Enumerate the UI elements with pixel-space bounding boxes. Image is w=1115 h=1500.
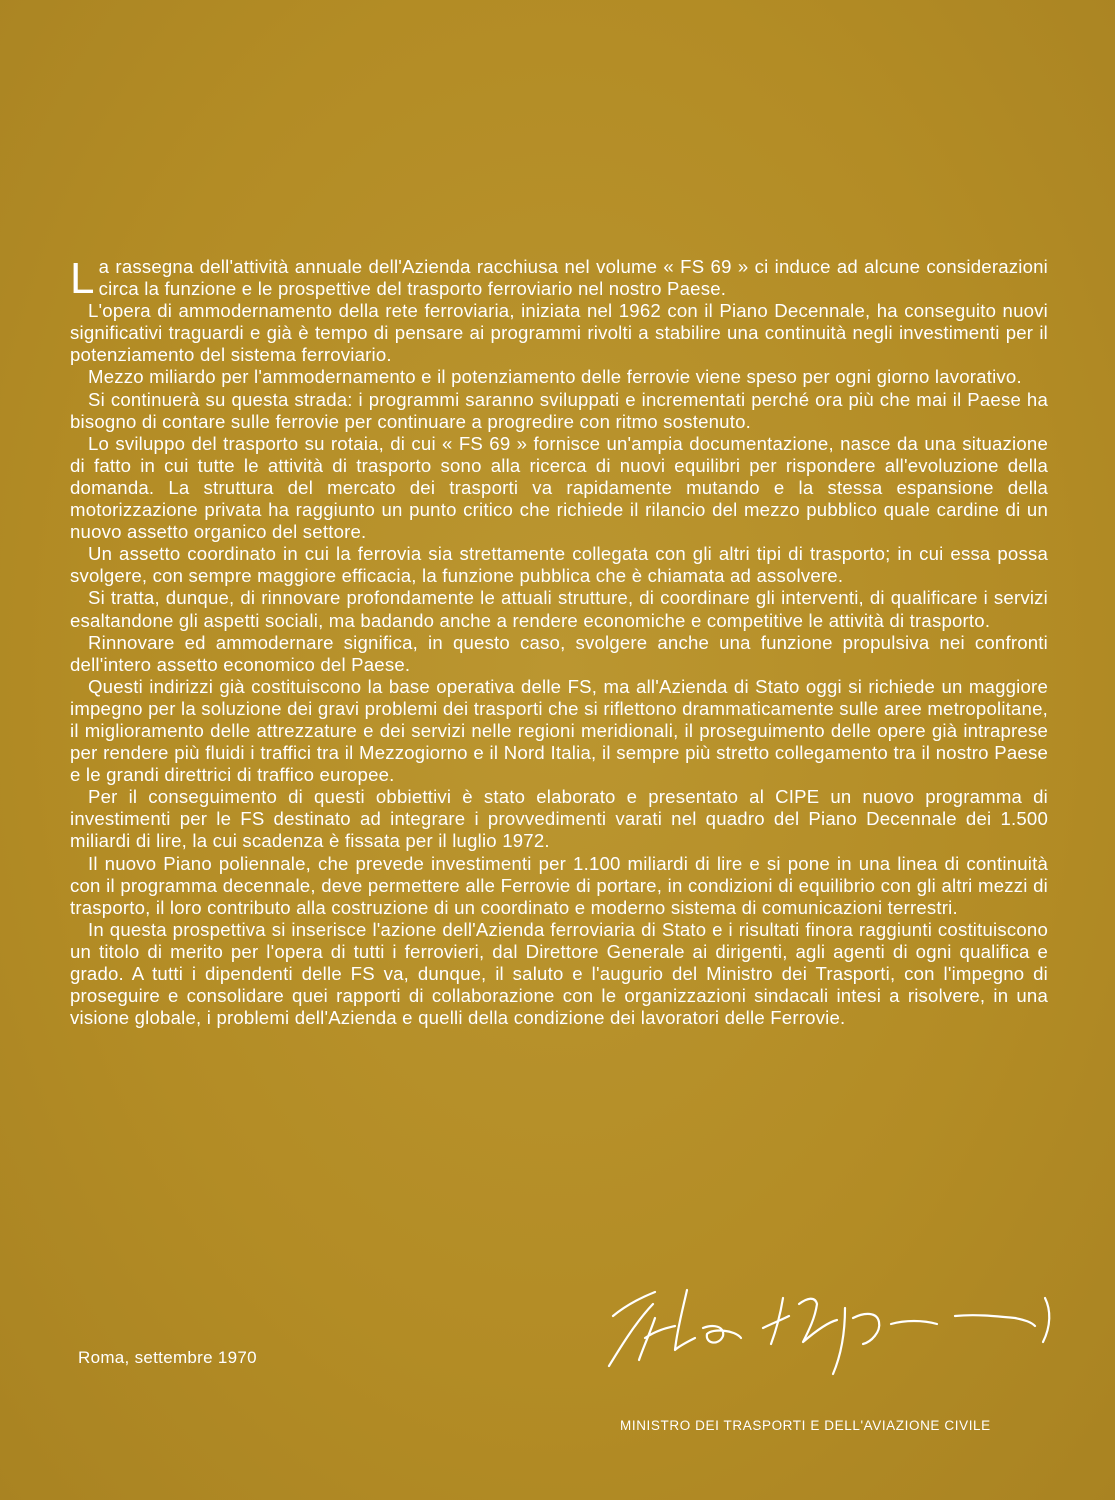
paragraph-3: Mezzo miliardo per l'ammodernamento e il potenziamento delle ferrovie viene speso per ogni giorno lavorativo. xyxy=(88,366,1022,388)
paragraph-5: Lo sviluppo del trasporto su rotaia, di cui « FS 69 » fornisce un'ampia documentazione, nasce da una situazione di fatto in cui tutte le attività di trasporto sono alla ricerca di nuovi equilibri per rispondere all'evoluzione della domanda. La struttura del mercato dei trasporti va rapidamente mutando e la stessa espansione della motorizzazione privata ha raggiunto un punto critico che richiede il rilancio del mezzo pubblico quale cardine di un nuovo assetto organico del settore. xyxy=(70,432,1048,543)
paragraph-1-text: a rassegna dell'attività annuale dell'Azienda racchiusa nel volume « FS 69 » ci induce ad alcune considerazioni circa la funzione e le prospettive del trasporto ferroviario nel nostro Paese. xyxy=(98,256,1048,300)
paragraph-2: L'opera di ammodernamento della rete ferroviaria, iniziata nel 1962 con il Piano Decennale, ha conseguito nuovi significativi traguardi e già è tempo di pensare ai programmi rivolti a stabilire una continuità negli investimenti per il potenziamento del sistema ferroviario. xyxy=(70,300,1048,366)
letter-body xyxy=(70,256,1048,1029)
paragraph-6: Un assetto coordinato in cui la ferrovia sia strettamente collegata con gli altri tipi di trasporto; in cui essa possa svolgere, con sempre maggiore efficacia, la funzione pubblica che è chiamata ad assolvere. xyxy=(70,543,1048,587)
paragraph-11: Il nuovo Piano poliennale, che prevede investimenti per 1.100 miliardi di lire e si pone in una linea di continuità con il programma decennale, deve permettere alle Ferrovie di portare, in condizioni di equilibrio con gli altri mezzi di trasporto, il loro contributo alla costruzione di un coordinato e moderno sistema di comunicazioni terrestri. xyxy=(70,852,1048,918)
handwritten-signature xyxy=(595,1268,1065,1378)
paragraph-4: Si continuerà su questa strada: i programmi saranno sviluppati e incrementati perché ora più che mai il Paese ha bisogno di contare sulle ferrovie per continuare a progredire con ritmo sostenuto. xyxy=(70,388,1048,432)
paragraph-9: Questi indirizzi già costituiscono la base operativa delle FS, ma all'Azienda di Stato oggi si richiede un maggiore impegno per la soluzione dei gravi problemi dei trasporti che si riflettono drammaticamente sulle aree metropolitane, il miglioramento delle attrezzature e dei servizi nelle regioni meridionali, il proseguimento delle opere già intraprese per rendere più fluidi i traffici tra il Mezzogiorno e il Nord Italia, il sempre più stretto collegamento tra il nostro Paese e le grandi direttrici di traffico europee. xyxy=(70,675,1048,786)
signatory-role: MINISTRO DEI TRASPORTI E DELL'AVIAZIONE CIVILE xyxy=(620,1418,991,1433)
paragraph-10: Per il conseguimento di questi obbiettivi è stato elaborato e presentato al CIPE un nuovo programma di investimenti per le FS destinato ad integrare i provvedimenti varati nel quadro del Piano Decennale dei 1.500 miliardi di lire, la cui scadenza è fissata per il luglio 1972. xyxy=(70,786,1048,852)
place-date: Roma, settembre 1970 xyxy=(78,1348,257,1367)
drop-cap: L xyxy=(70,254,95,303)
paragraph-8: Rinnovare ed ammodernare significa, in questo caso, svolgere anche una funzione propulsiva nei confronti dell'intero assetto economico del Paese. xyxy=(70,631,1048,675)
paragraph-1 xyxy=(70,254,1048,303)
paragraph-7: Si tratta, dunque, di rinnovare profondamente le attuali strutture, di coordinare gli interventi, di qualificare i servizi esaltandone gli aspetti sociali, ma badando anche a rendere economiche e competitive le attività di trasporto. xyxy=(70,587,1048,631)
paragraph-12: In questa prospettiva si inserisce l'azione dell'Azienda ferroviaria di Stato e i risultati finora raggiunti costituiscono un titolo di merito per l'opera di tutti i ferrovieri, dal Direttore Generale ai dirigenti, agli agenti di ogni qualifica e grado. A tutti i dipendenti delle FS va, dunque, il saluto e l'augurio del Ministro dei Trasporti, con l'impegno di proseguire e consolidare quei rapporti di collaborazione con le organizzazioni sindacali intesi a risolvere, in una visione globale, i problemi dell'Azienda e quelli della condizione dei lavoratori delle Ferrovie. xyxy=(70,918,1048,1029)
